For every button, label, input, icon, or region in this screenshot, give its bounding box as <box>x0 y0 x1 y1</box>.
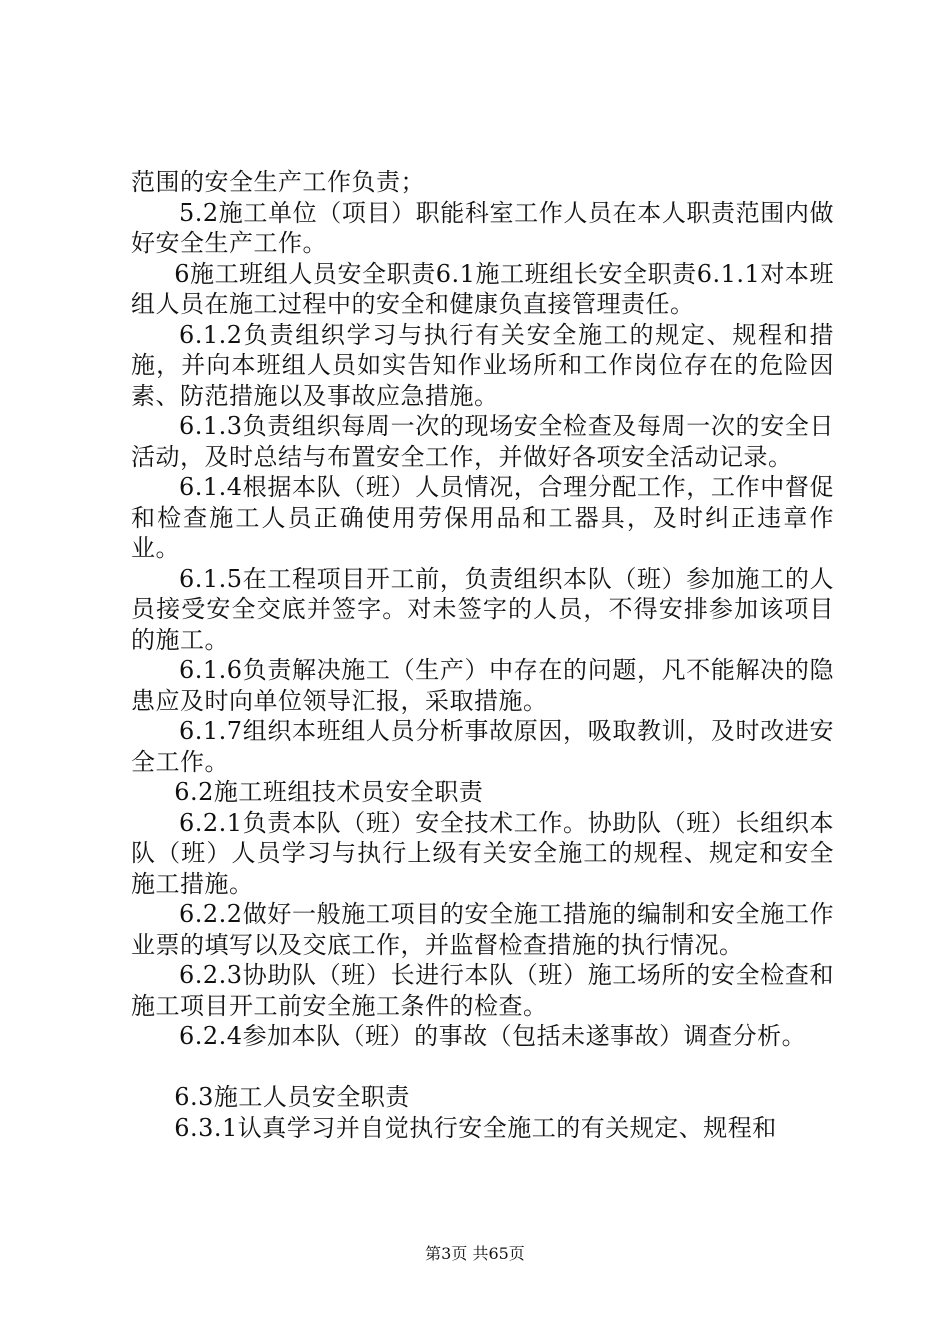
paragraph: 6.2.2做好一般施工项目的安全施工措施的编制和安全施工作业票的填写以及交底工作，并监督检查措施的执行情况。 <box>131 900 834 959</box>
paragraph: 6.1.2负责组织学习与执行有关安全施工的规定、规程和措施，并向本班组人员如实告知作业场所和工作岗位存在的危险因素、防范措施以及事故应急措施。 <box>131 320 834 410</box>
paragraph: 6.2.4参加本队（班）的事故（包括未遂事故）调查分析。 <box>179 1022 807 1050</box>
paragraph: 5.2施工单位（项目）职能科室工作人员在本人职责范围内做好安全生产工作。 <box>131 198 834 257</box>
section-heading: 6.3施工人员安全职责 <box>174 1083 410 1111</box>
paragraph: 6施工班组人员安全职责6.1施工班组长安全职责6.1.1对本班组人员在施工过程中的安全和健康负直接管理责任。 <box>131 259 834 318</box>
paragraph: 6.1.5在工程项目开工前，负责组织本队（班）参加施工的人员接受安全交底并签字。对未签字的人员，不得安排参加该项目的施工。 <box>131 564 834 654</box>
page-footer: 第3页 共65页 <box>425 1244 525 1263</box>
paragraph: 范围的安全生产工作负责； <box>131 168 425 196</box>
paragraph: 6.1.4根据本队（班）人员情况，合理分配工作，工作中督促和检查施工人员正确使用劳保用品和工器具，及时纠正违章作业。 <box>131 473 834 562</box>
paragraph: 6.1.7组织本班组人员分析事故原因，吸取教训，及时改进安全工作。 <box>131 717 834 776</box>
paragraph: 6.1.3负责组织每周一次的现场安全检查及每周一次的安全日活动，及时总结与布置安全工作，并做好各项安全活动记录。 <box>131 412 834 471</box>
paragraph: 6.2.3协助队（班）长进行本队（班）施工场所的安全检查和施工项目开工前安全施工条件的检查。 <box>131 961 834 1020</box>
blank-line <box>131 1052 834 1083</box>
body-text <box>131 167 834 1143</box>
section-heading: 6.2施工班组技术员安全职责 <box>174 778 484 806</box>
paragraph: 6.3.1认真学习并自觉执行安全施工的有关规定、规程和 <box>174 1113 777 1142</box>
paragraph: 6.1.6负责解决施工（生产）中存在的问题，凡不能解决的隐患应及时向单位领导汇报，采取措施。 <box>131 656 834 715</box>
paragraph: 6.2.1负责本队（班）安全技术工作。协助队（班）长组织本队（班）人员学习与执行上级有关安全施工的规程、规定和安全施工措施。 <box>131 808 834 898</box>
